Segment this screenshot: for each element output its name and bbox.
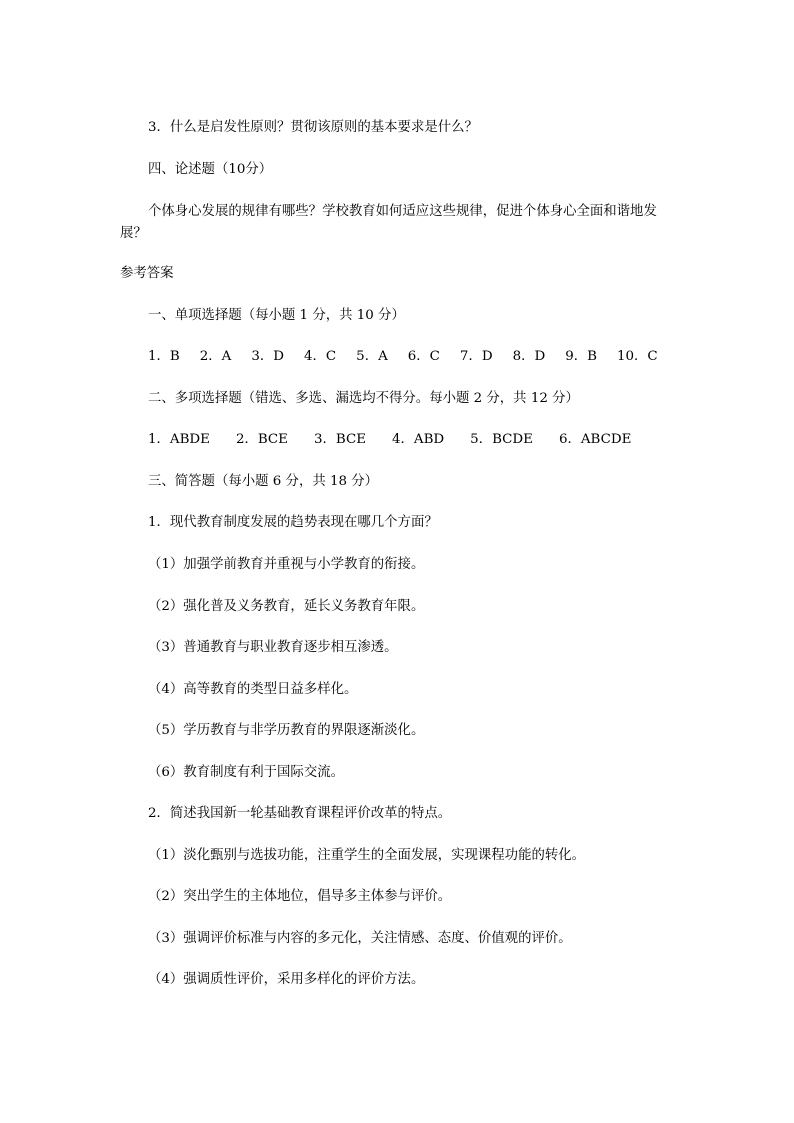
section-2-title: 二、多项选择题（错选、多选、漏选均不得分。每小题 2 分，共 12 分） — [148, 391, 579, 406]
section-2-answers — [148, 430, 631, 450]
answer-item: 3．BCE — [313, 432, 366, 447]
section-4-question: 个体身心发展的规律有哪些？学校教育如何适应这些规律，促进个体身心全面和谐地发展？ — [120, 204, 657, 241]
answer-item: 5．BCDE — [470, 432, 533, 447]
question-1-point: （1）加强学前教育并重视与小学教育的衔接。 — [148, 557, 425, 572]
question-2-point: （3）强调评价标准与内容的多元化，关注情感、态度、价值观的评价。 — [148, 931, 572, 946]
short-answer-question-1: 1．现代教育制度发展的趋势表现在哪几个方面？ — [148, 515, 438, 530]
answer-item: 5．A — [356, 349, 388, 364]
answer-item: 4．C — [304, 349, 337, 364]
answer-item: 3．D — [251, 349, 285, 364]
answer-item: 1．B — [148, 349, 180, 364]
question-2-point: （1）淡化甄别与选拔功能，注重学生的全面发展，实现课程功能的转化。 — [148, 848, 586, 863]
answer-item: 2．BCE — [235, 432, 288, 447]
answer-item: 4．ABD — [392, 432, 445, 447]
question-2-point: （4）强调质性评价，采用多样化的评价方法。 — [148, 972, 425, 987]
section-4-title: 四、论述题（10分） — [148, 162, 273, 177]
essay-question-3: 3．什么是启发性原则？贯彻该原则的基本要求是什么？ — [148, 120, 478, 135]
question-1-point: （5）学历教育与非学历教育的界限逐渐淡化。 — [148, 723, 425, 738]
answer-item: 10．C — [617, 349, 658, 364]
section-3-title: 三、简答题（每小题 6 分，共 18 分） — [148, 474, 379, 489]
section-1-title: 一、单项选择题（每小题 1 分，共 10 分） — [148, 308, 405, 323]
section-1-answers — [148, 347, 658, 367]
answer-item: 1．ABDE — [148, 432, 210, 447]
answer-item: 8．D — [512, 349, 546, 364]
answer-item: 6．C — [407, 349, 440, 364]
question-1-point: （4）高等教育的类型日益多样化。 — [148, 682, 358, 697]
question-2-point: （2）突出学生的主体地位，倡导多主体参与评价。 — [148, 889, 452, 904]
answer-item: 9．B — [565, 349, 597, 364]
question-1-point: （2）强化普及义务教育，延长义务教育年限。 — [148, 599, 425, 614]
question-1-point: （3）普通教育与职业教育逐步相互渗透。 — [148, 640, 398, 655]
question-1-point: （6）教育制度有利于国际交流。 — [148, 765, 344, 780]
answer-item: 2．A — [199, 349, 232, 364]
answer-item: 6．ABCDE — [558, 432, 632, 447]
answer-item: 7．D — [459, 349, 493, 364]
short-answer-question-2: 2．简述我国新一轮基础教育课程评价改革的特点。 — [148, 806, 452, 821]
answer-key-title: 参考答案 — [120, 266, 174, 281]
